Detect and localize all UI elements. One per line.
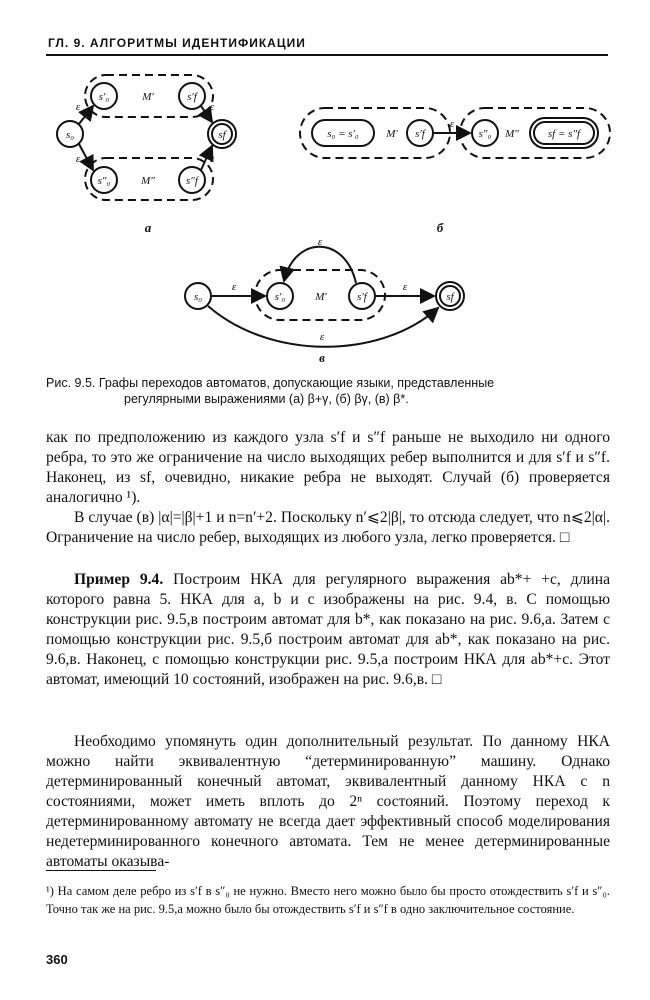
paragraph-1 bbox=[46, 428, 610, 508]
a-eps-4: ε bbox=[209, 153, 215, 165]
a-edge-1 bbox=[79, 106, 93, 124]
a-eps-2: ε bbox=[75, 153, 81, 165]
a-final-label: sf bbox=[218, 129, 226, 141]
a-node-3-label: s″₀ bbox=[97, 175, 111, 187]
paragraph-4-text: Необходимо упомянуть один дополнительный результат. По данному НКА можно найти эквивалентную “детерминированную” машину. Однако детерминированный конечный автомат, эквивалентный данному НКА с n состояниями, может иметь вплоть до 2ⁿ состояний. Поэтому переход к детерминированному автомату не всегда дает эффективный способ моделирования недетерминированного конечного автомата. Тем не менее детерминированные автоматы оказыва- bbox=[46, 733, 610, 870]
page-number: 360 bbox=[46, 952, 68, 967]
a-node-4-label: s″f bbox=[186, 175, 198, 187]
c-caption-label: в bbox=[319, 350, 325, 365]
figure-9-5 bbox=[0, 0, 650, 370]
b-m2-label: M″ bbox=[505, 128, 519, 140]
c-node-1-label: s′₀ bbox=[274, 291, 286, 303]
a-edge-2 bbox=[79, 144, 93, 170]
c-loop-edge bbox=[284, 247, 356, 283]
a-eps-3: ε bbox=[209, 101, 215, 113]
b-eps: ε bbox=[449, 118, 455, 130]
b-node-1-label: s₀ = s′₀ bbox=[327, 128, 359, 140]
c-m1-label: M′ bbox=[315, 291, 327, 303]
a-m2-label: M″ bbox=[141, 175, 155, 187]
a-m1-label: M′ bbox=[142, 91, 154, 103]
a-start-label: s₀ bbox=[65, 129, 75, 141]
b-node-2-label: s′f bbox=[415, 128, 425, 140]
paragraph-1-text: как по предположению из каждого узла s′f и s″f раньше не выходило ни одного ребра, то это же ограничение на число выходящих ребер выполнится и для s′f и s″f. Наконец, из sf, очевидно, никакие ребра не выходят. Случай (б) проверяется аналогично ¹). bbox=[46, 429, 610, 506]
b-node-4-label: sf = s″f bbox=[547, 128, 581, 140]
paragraph-2 bbox=[46, 508, 610, 548]
a-eps-1: ε bbox=[75, 101, 81, 113]
paragraph-4 bbox=[46, 732, 610, 872]
c-start-label: s₀ bbox=[193, 291, 203, 303]
a-node-1-label: s′₀ bbox=[98, 91, 110, 103]
example-text: Построим НКА для регулярного выражения ab*+ +c, длина которого равна 5. НКА для a, b и c изображены на рис. 9.4, в. С помощью конструкции рис. 9.5,в построим автомат для b*, как показано на рис. 9.6,а. Затем с помощью конструкции рис. 9.5,б построим автомат для ab*, как показано на рис. 9.6,в. Наконец, с помощью конструкции рис. 9.5,а построим НКА для ab*+c. Этот автомат, имеющий 10 состояний, изображен на рис. 9.6,в. □ bbox=[46, 571, 610, 688]
example-title: Пример 9.4. bbox=[74, 571, 164, 588]
c-eps-loop: ε bbox=[317, 236, 323, 248]
a-caption-label: а bbox=[144, 220, 152, 235]
figure-caption bbox=[46, 375, 610, 407]
running-header: ГЛ. 9. АЛГОРИТМЫ ИДЕНТИФИКАЦИИ bbox=[48, 36, 306, 50]
caption-line-1: Рис. 9.5. Графы переходов автоматов, допускающие языки, представленные bbox=[46, 376, 495, 390]
a-node-2-label: s′f bbox=[187, 91, 197, 103]
c-eps-2: ε bbox=[402, 281, 408, 293]
c-eps-1: ε bbox=[231, 281, 237, 293]
b-caption-label: б bbox=[436, 220, 444, 235]
caption-line-2: регулярными выражениями (а) β+γ, (б) βγ, (в) β*. bbox=[124, 392, 409, 406]
c-final-label: sf bbox=[446, 291, 454, 303]
example-9-4 bbox=[46, 570, 610, 690]
b-node-3-label: s″₀ bbox=[478, 128, 492, 140]
footnote: ¹) На самом деле ребро из s′f в s″₀ не нужно. Вместо него можно было бы просто отождествить s′f и s″₀. Точно так же на рис. 9.5,а можно было бы отождествить s′f и s″f в одно заключительное состояние. bbox=[46, 884, 610, 916]
footnote-rule bbox=[46, 870, 156, 871]
paragraph-2-text: В случае (в) |α|=|β|+1 и n=n′+2. Поскольку n′⩽2|β|, то отсюда следует, что n⩽2|α|. Ограничение на число ребер, выходящих из любого узла, легко проверяется. □ bbox=[46, 509, 610, 546]
c-node-2-label: s′f bbox=[357, 291, 367, 303]
b-m1-label: M′ bbox=[386, 128, 398, 140]
c-eps-bypass: ε bbox=[319, 331, 325, 343]
